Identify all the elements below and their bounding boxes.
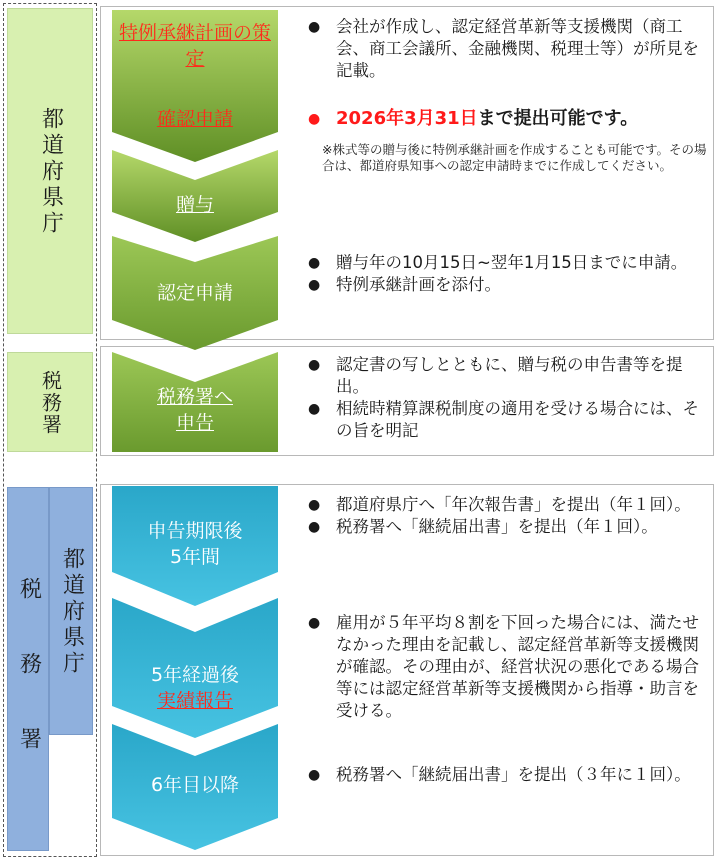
deadline-date: 2026年3月31日 <box>336 108 478 129</box>
bullet-dot: ● <box>308 401 321 417</box>
deadline-bullet <box>302 108 712 130</box>
step-plan-label <box>112 20 278 72</box>
bullet-dot: ● <box>308 255 321 271</box>
after5-notes <box>302 612 712 722</box>
year6-bullet: ● 税務署へ「継続届出書」を提出（３年に１回）。 <box>308 765 691 784</box>
bullet-dot: ● <box>308 767 321 783</box>
deadline-notes <box>302 108 712 130</box>
period-bullet-1: ● 都道府県庁へ「年次報告書」を提出（年１回）。 <box>308 495 691 514</box>
cert-bullet-2: ● 特例承継計画を添付。 <box>308 275 501 294</box>
filing-text-2: 申告 <box>175 412 214 434</box>
deadline-rest: まで提出可能です。 <box>477 108 639 129</box>
deadline-note: ※株式等の贈与後に特例承継計画を作成することも可能です。その場合は、都道府県知事への認定申請時までに作成してください。 <box>322 142 707 173</box>
plan-notes <box>302 16 712 82</box>
bullet-dot: ● <box>308 19 321 35</box>
plan-bullet: ● 会社が作成し、認定経営革新等支援機関（商工会、商工会議所、金融機関、税理士等）が所見を記載。 <box>308 17 699 80</box>
filing-text-1: 税務署へ <box>156 386 233 408</box>
after5-text-1: 5年経過後 <box>150 664 240 686</box>
period-notes <box>302 494 712 538</box>
step-gift-label <box>112 192 278 218</box>
period-bullet-2: ● 税務署へ「継続届出書」を提出（年１回）。 <box>308 517 658 536</box>
bullet-dot: ● <box>308 497 321 513</box>
tax-office-label: 税務署 <box>38 370 63 436</box>
cert-text: 認定申請 <box>156 282 233 304</box>
gift-text: 贈与 <box>175 194 214 216</box>
step-confirm-label <box>112 106 278 132</box>
after5-text-2: 実績報告 <box>156 690 233 712</box>
year6-text: 6年目以降 <box>150 774 240 796</box>
bullet-dot: ● <box>308 519 321 535</box>
after5-bullet: ● 雇用が５年平均８割を下回った場合には、満たせなかった理由を記載し、認定経営革新等支援機関が確認。その理由が、経営状況の悪化である場合等には認定経営革新等支援機関から指導・助言を受ける。 <box>308 613 699 720</box>
tax-office-lower-label: 税 務 署 <box>16 577 42 763</box>
tax-bullet-1: ● 認定書の写しとともに、贈与税の申告書等を提出。 <box>308 355 683 396</box>
year6-notes <box>302 764 712 786</box>
period-text-2: 5年間 <box>169 546 221 568</box>
step-period-label <box>112 518 278 570</box>
cert-bullet-1: ● 贈与年の10月15日~翌年1月15日までに申請。 <box>308 253 688 272</box>
step-cert-label <box>112 280 278 306</box>
prefecture-label: 都道府県庁 <box>38 107 64 237</box>
period-text-1: 申告期限後 <box>147 520 243 542</box>
tax-notes <box>302 354 712 442</box>
bullet-dot: ● <box>308 615 321 631</box>
step-after5-label <box>112 662 278 714</box>
cert-notes <box>302 252 712 296</box>
bullet-dot: ● <box>308 277 321 293</box>
tax-bullet-2: ● 相続時精算課税制度の適用を受ける場合には、その旨を明記 <box>308 399 699 440</box>
bullet-dot-red: ● <box>308 111 321 127</box>
confirm-text: 確認申請 <box>156 108 233 130</box>
step-filing-label <box>112 384 278 436</box>
step-year6-label <box>112 772 278 798</box>
plan-text: 特例承継計画の策定 <box>118 22 271 70</box>
bullet-dot: ● <box>308 357 321 373</box>
prefecture-lower-label: 都道府県庁 <box>59 547 85 677</box>
